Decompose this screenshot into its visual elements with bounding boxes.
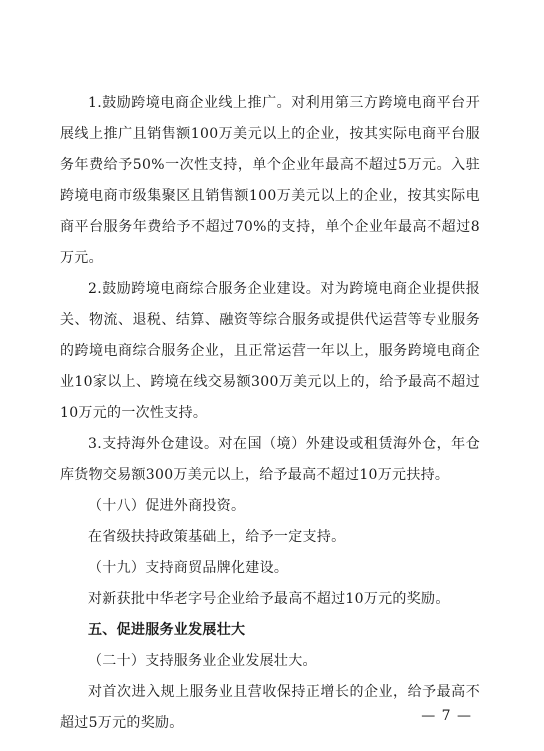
document-body: [60, 88, 480, 739]
paragraph-overseas-warehouse: 3.支持海外仓建设。对在国（境）外建设或租赁海外仓，年仓库货物交易额300万美元以上，给予最高不超过10万元扶持。: [60, 436, 480, 483]
subheading-service-enterprise: （二十）支持服务业企业发展壮大。: [88, 653, 317, 669]
page-number: — 7 —: [421, 708, 472, 724]
paragraph-service-enterprise-reward: 对首次进入规上服务业且营收保持正增长的企业，给予最高不超过5万元的奖励。: [60, 684, 480, 731]
paragraph-comprehensive-service: 2.鼓励跨境电商综合服务企业建设。对为跨境电商企业提供报关、物流、退税、结算、融资等综合服务或提供代运营等专业服务的跨境电商综合服务企业，且正常运营一年以上，服务跨境电商企业10家以上、跨境在线交易额300万美元以上的，给予最高不超过10万元的一次性支持。: [60, 281, 480, 421]
subheading-foreign-investment: （十八）促进外商投资。: [88, 498, 246, 514]
paragraph-provincial-support: 在省级扶持政策基础上，给予一定支持。: [88, 529, 346, 545]
section-heading-service-industry: 五、促进服务业发展壮大: [88, 622, 246, 638]
subheading-brand-building: （十九）支持商贸品牌化建设。: [88, 560, 289, 576]
paragraph-time-honored-brand: 对新获批中华老字号企业给予最高不超过10万元的奖励。: [88, 591, 450, 607]
paragraph-cross-border-online-promotion: 1.鼓励跨境电商企业线上推广。对利用第三方跨境电商平台开展线上推广且销售额100万美元以上的企业，按其实际电商平台服务年费给予50%一次性支持，单个企业年最高不超过5万元。入驻跨境电商市级集聚区且销售额100万美元以上的企业，按其实际电商平台服务年费给予不超过70%的支持，单个企业年最高不超过8万元。: [60, 95, 480, 266]
